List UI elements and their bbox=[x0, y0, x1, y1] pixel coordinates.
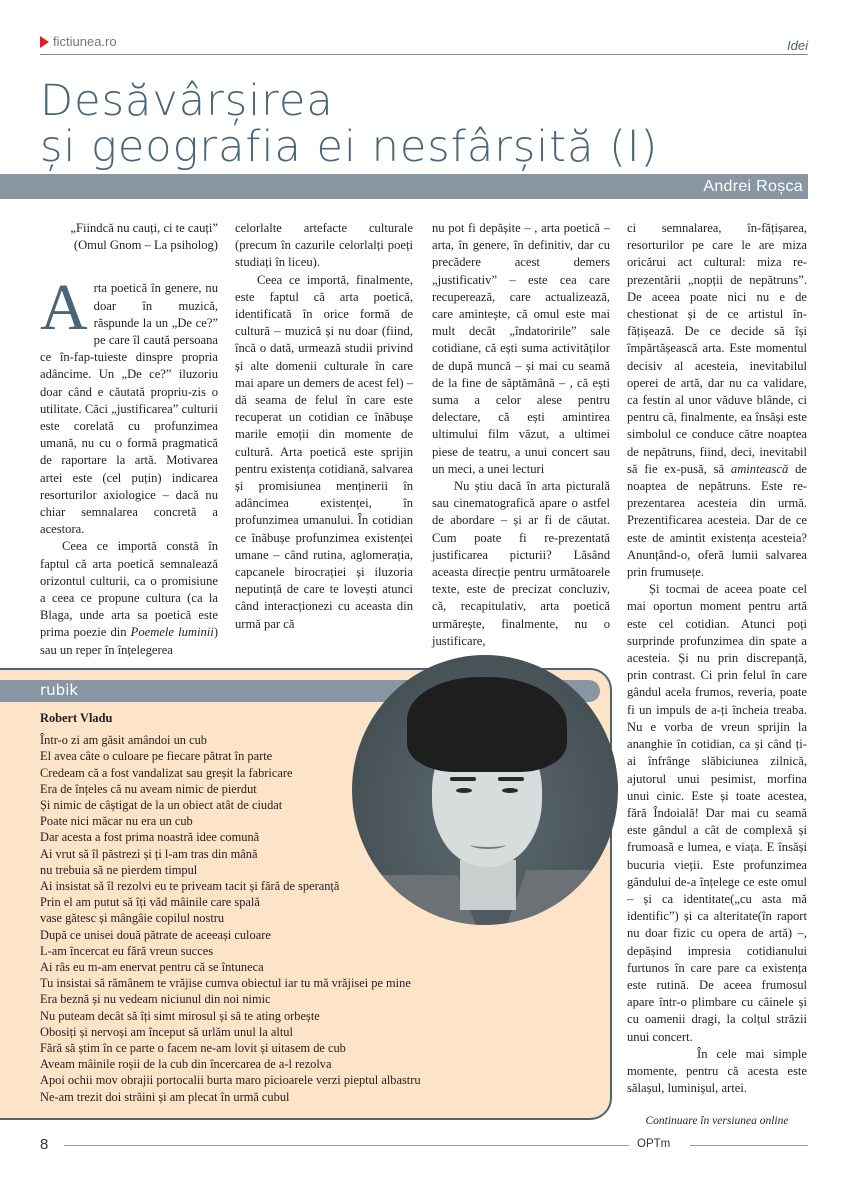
paragraph-text: ci semnalarea, în-fățișarea, resorturilor pe care le are miza oricărui act cultural: miza re-prezentării „nopții de nepătruns”. De aceea poate nici nu e de chestionat și de ce artistul în-fățișează. De ce decide să își împărtășească arta. Este momentul decisiv al acesteia, inevitabilul operei de artă, dar nu ca validare, ca festin al unor văduve blânde, ci pentru că, finalmente, ea însăși este simbolul ce conduce către noaptea de nepătruns, fiind, deci, inevitabil să fie ex-pusă, să bbox=[627, 221, 807, 476]
paragraph: Ceea ce importă, finalmente, este faptul că arta poetică, identificată în orice formă de cultură – muzică și nu doar (fiind, încă o dată, urmează studii privind și alte domenii culturale în care mai apare un demers de acest fel) – dă seama de felul în care este recuperat un cotidian ce înăbușe marile emoții din momente de cultură. Arta poetică este sprijin pentru existența cotidiană, salvarea și promisiunea menținerii în adâncimea existenței, în profunzimea umanului. În cotidian ce înăbușe profunzimea existenței umane – când rutina, aglomerația, capcanele birocrației și iluzoria neputință de care te lovești atunci când interacționezi cu aceasta din urmă par că bbox=[235, 272, 413, 631]
magazine-name: OPTm bbox=[637, 1138, 671, 1150]
article-author: Andrei Roșca bbox=[703, 178, 803, 195]
poem-line: Poate nici măcar nu era un cub bbox=[40, 814, 193, 829]
eye-shape bbox=[502, 788, 518, 793]
poem-line: Ai râs eu m-am enervat pentru că se întuneca bbox=[40, 960, 264, 975]
brow-shape bbox=[498, 777, 524, 781]
paragraph-text: de noaptea de nepătruns. Este re-prezentarea acesteia din urmă. Prezentificarea acesteia. Dar de ce este de amintit existența acesteia? Anunțând-o, oferă lumii salvarea prin frumusețe. bbox=[627, 461, 807, 580]
article-column-1 bbox=[40, 220, 218, 659]
article-column-2 bbox=[235, 220, 413, 633]
poem-line: vase gătesc și mângâie copilul nostru bbox=[40, 911, 225, 926]
poem-line: Credeam că a fost vandalizat sau greșit la fabricare bbox=[40, 765, 293, 780]
poem-line: Ai vrut să îl păstrezi și ți l-am tras din mână bbox=[40, 846, 258, 861]
poem-author: Robert Vladu bbox=[40, 711, 113, 725]
poem-line: L-am încercat eu fără vreun succes bbox=[40, 943, 214, 958]
site-link[interactable] bbox=[40, 34, 117, 49]
footer-rule bbox=[64, 1145, 629, 1146]
poem-line: Ne-am trezit doi străini și am plecat în urmă cubul bbox=[40, 1089, 290, 1104]
rubik-label: rubik bbox=[40, 681, 79, 699]
paragraph: Și tocmai de aceea poate cel mai oportun moment pentru artă este cel cotidian. Atunci poți surprinde profunzimea din spate a acesteia. Și nu prin discrepanță, prin contrast. Ci prin felul în care gândul acela frumos, reveria, poate fi un impuls de a-ți încheia treaba. Nu e vorba de vreun sprijin la ananghie în cotidian, ca și când ți-ai înfrânge slăbiciunea zilnică, ajutorul unui pesimist, morfina unui cinic. Este și toate acestea, fără Îndoială! Dar mai cu seamă este gândul a cât de complexă și frumoasă e lumea, e viața. E însăși bucuria vieții. Este profunzimea gândului de-a înțelege ce este omul – și ca identitate(„cu asta mă identific”) și ca alteritate(în raport nu doar fizic cu opera de artă) –, depășind impresia cotidianului furtunos în care pare ca existența este rutină. De aceea frumosul apare într-o plimbare cu câinele și cu oamenii dragi, la colțul străzii unui concert. bbox=[627, 582, 807, 1044]
footer-rule bbox=[690, 1145, 808, 1146]
section-label: Idei bbox=[787, 38, 808, 53]
paragraph bbox=[40, 538, 218, 658]
poem-line: Fără să știm în ce parte o facem ne-am lovit și uitasem de cub bbox=[40, 1041, 346, 1056]
title-line-2: și geografia ei nesfârșită (I) bbox=[40, 122, 659, 172]
neck-shape bbox=[460, 860, 516, 910]
title-line-1: Desăvârșirea bbox=[40, 76, 334, 126]
paragraph-text: Ceea ce importă constă în faptul că arta poetică semnalează orizontul culturii, ca o promisiune a ceea ce propune cultura (ca la Blaga, unde arta sa poetică este prima poezie din bbox=[40, 539, 218, 640]
paragraph-text: ) sau un reper în înțelegerea bbox=[40, 625, 219, 657]
poem-line: După ce unisei două pătrate de aceeași culoare bbox=[40, 927, 271, 942]
paragraph bbox=[40, 271, 218, 538]
paragraph: Nu știu dacă în arta picturală sau cinematografică apare o astfel de abordare – și ar fi de căutat. Cum poate fi re-prezentată justificarea picturii? Lăsând aceasta direcție pentru următoarele texte, este de precizat concluziv, că, recapitulativ, arta poetică urmărește, finalmente, nu o justificare, bbox=[432, 479, 610, 648]
poem-line: Apoi ochii mov obrajii portocalii burta maro picioarele verzi pieptul albastru bbox=[40, 1073, 421, 1088]
page-number: 8 bbox=[40, 1136, 49, 1153]
page-footer bbox=[40, 1136, 808, 1156]
poem-line: Într-o zi am găsit amândoi un cub bbox=[40, 733, 207, 748]
brow-shape bbox=[450, 777, 476, 781]
poem-line: Ai insistat să îl rezolvi eu te priveam tacit și fără de speranță bbox=[40, 879, 340, 894]
paragraph: celorlalte artefacte culturale (precum în cazurile celorlalți poeți studiați în liceu). bbox=[235, 221, 413, 270]
motto-quote: „Fiindcă nu cauți, ci te cauți” bbox=[70, 221, 218, 235]
poem-line: El avea câte o culoare pe fiecare pătrat în parte bbox=[40, 749, 273, 764]
motto bbox=[40, 220, 218, 254]
continue-online-link[interactable]: Continuare în versiunea online bbox=[645, 1115, 789, 1128]
page-header bbox=[40, 34, 808, 55]
drop-cap: A bbox=[40, 271, 88, 345]
article-column-4 bbox=[627, 220, 807, 1131]
poem-line: Obosiți și nervoși am început să urlăm unul la altul bbox=[40, 1024, 293, 1039]
author-portrait-photo bbox=[352, 655, 618, 925]
poem-line: Aveam mâinile roșii de la cub din încercarea de a-l rezolva bbox=[40, 1057, 332, 1072]
poem-line: Era beznă și nu vedeam niciunul din noi nimic bbox=[40, 992, 271, 1007]
hair-shape bbox=[407, 677, 567, 772]
paragraph bbox=[627, 220, 807, 581]
article-title bbox=[40, 78, 658, 170]
site-name: fictiunea.ro bbox=[53, 34, 117, 49]
eye-shape bbox=[456, 788, 472, 793]
red-triangle-icon bbox=[40, 36, 49, 48]
poem-line: Tu insistai să rămânem te vrăjise cumva obiectul iar tu mă vrăjisei pe mine bbox=[40, 976, 411, 991]
poem-line: nu trebuia să ne pierdem timpul bbox=[40, 862, 198, 877]
poem-line: Și nimic de câștigat de la un obiect atât de ciudat bbox=[40, 798, 283, 813]
poem-line: Nu puteam decât să îți simt mirosul și să te ating orbește bbox=[40, 1008, 320, 1023]
paragraph: nu pot fi depășite – , arta poetică – arta, în genere, în definitiv, dar cu precădere acest demers „justificativ” – este cea care recuperează, care actualizează, care amintește, că omul este mai mult decât „îndatoririle” sale cotidiane, că ești suma activităților de după muncă – și mai cu seamă de la fine de săptămână – , că ești suma a celor alese pentru delectare, că ești amintirea ultimului film văzut, a ultimei piese de teatru, a unui concert sau un meci, a unei lecturi bbox=[432, 221, 610, 476]
emphasis: amintească bbox=[730, 461, 789, 476]
mouth-shape bbox=[470, 840, 506, 849]
article-column-3 bbox=[432, 220, 610, 650]
title-band bbox=[0, 174, 808, 199]
poem-line: Prin el am putut să îți văd mâinile care spală bbox=[40, 895, 260, 910]
paragraph: În cele mai simple momente, pentru că acesta este sălașul, luminișul, artei. bbox=[627, 1046, 807, 1096]
paragraph-text: rta poetică în genere, nu doar în muzică, răspunde la un „De ce?” pe care îl caută persoana ce în-fap-tuieste dinspre propria adâncime. Un „De ce?” iluzoriu doar când e căutată propriu-zis o utilitate. Căci „justificarea” culturii este corelată cu profunzimea umană, nu cu o formă pragmatică de raportare la artă. Motivarea artei este (cel puțin) indicarea resorturilor axiologice – dacă nu chiar semnalarea concretă a acestora. bbox=[40, 281, 218, 537]
poem-line: Dar acesta a fost prima noastră idee comună bbox=[40, 830, 260, 845]
poem-line: Era de înțeles că nu aveam nimic de pierdut bbox=[40, 781, 257, 796]
book-title: Poemele luminii bbox=[130, 625, 214, 640]
motto-source: (Omul Gnom – La psiholog) bbox=[73, 238, 218, 253]
